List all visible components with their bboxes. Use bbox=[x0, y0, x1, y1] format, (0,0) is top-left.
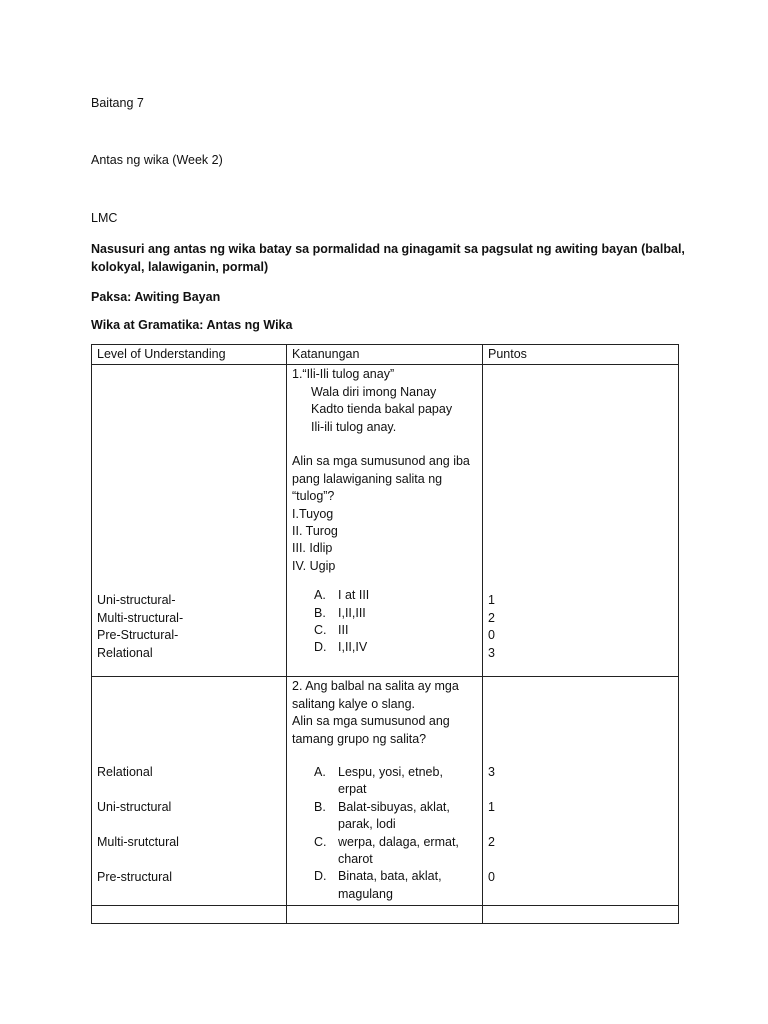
q1-levels-cell bbox=[92, 365, 287, 677]
assessment-table bbox=[91, 344, 679, 924]
q1-option-c: C. III bbox=[314, 623, 349, 638]
empty-cell bbox=[483, 906, 679, 924]
wika-line: Wika at Gramatika: Antas ng Wika bbox=[91, 318, 293, 332]
header-level: Level of Understanding bbox=[92, 345, 287, 365]
empty-cell bbox=[287, 906, 483, 924]
q1-title: 1.“Ili-Ili tulog anay” bbox=[292, 367, 395, 382]
grade-level: Baitang 7 bbox=[91, 96, 144, 110]
empty-row bbox=[92, 906, 679, 924]
header-katanungan: Katanungan bbox=[287, 345, 483, 365]
q2-option-d: D. Binata, bata, aklat, magulang bbox=[314, 869, 442, 901]
q2-prompt-line: Alin sa mga sumusunod ang bbox=[292, 714, 450, 729]
lesson-code: LMC bbox=[91, 211, 118, 225]
q2-option-c: C. werpa, dalaga, ermat, charot bbox=[314, 834, 459, 867]
q1-option-d: D. I,II,IV bbox=[314, 640, 368, 655]
q1-verse-line: Wala diri imong Nanay bbox=[311, 384, 437, 399]
q2-level: Multi-srutctural bbox=[97, 835, 179, 850]
q2-points-cell bbox=[483, 677, 679, 906]
q1-prompt-line: “tulog”? bbox=[292, 489, 335, 504]
q1-verse-line: Ili-ili tulog anay. bbox=[311, 419, 397, 434]
q2-question-cell bbox=[287, 677, 483, 906]
q1-option-b: B. I,II,III bbox=[314, 605, 366, 620]
q1-level: Multi-structural- bbox=[97, 610, 184, 625]
q1-item: II. Turog bbox=[292, 524, 338, 539]
q1-prompt-line: pang lalawiganing salita ng bbox=[292, 471, 443, 486]
lesson-topic: Antas ng wika (Week 2) bbox=[91, 153, 223, 167]
q2-level: Relational bbox=[97, 765, 153, 780]
q1-level: Uni-structural- bbox=[97, 593, 176, 608]
q2-point: 2 bbox=[488, 835, 495, 850]
q1-question-cell bbox=[287, 365, 483, 677]
q1-point: 2 bbox=[488, 610, 495, 625]
q2-point: 3 bbox=[488, 765, 495, 780]
q1-point: 0 bbox=[488, 628, 495, 643]
question-2-row bbox=[92, 677, 679, 906]
learning-objective: Nasusuri ang antas ng wika batay sa pormalidad na ginagamit sa pagsulat ng awiting bayan (balbal, kolokyal, lalawiganin, pormal) bbox=[91, 242, 685, 274]
q2-point: 1 bbox=[488, 800, 495, 815]
q1-item: III. Idlip bbox=[292, 541, 333, 556]
q1-points-cell bbox=[483, 365, 679, 677]
empty-cell bbox=[92, 906, 287, 924]
q1-point: 1 bbox=[488, 593, 495, 608]
q2-prompt-line: salitang kalye o slang. bbox=[292, 696, 415, 711]
q1-prompt-line: Alin sa mga sumusunod ang iba bbox=[292, 454, 470, 469]
q1-point: 3 bbox=[488, 645, 495, 660]
q1-level: Relational bbox=[97, 645, 153, 660]
paksa-line: Paksa: Awiting Bayan bbox=[91, 290, 221, 304]
q2-prompt-line: 2. Ang balbal na salita ay mga bbox=[292, 679, 459, 694]
q1-option-a: A. I at III bbox=[314, 588, 370, 603]
q2-prompt-line: tamang grupo ng salita? bbox=[292, 731, 427, 746]
question-1-row bbox=[92, 365, 679, 677]
q2-level: Uni-structural bbox=[97, 800, 172, 815]
q2-option-b: B. Balat-sibuyas, aklat, parak, lodi bbox=[314, 799, 450, 832]
q1-verse-line: Kadto tienda bakal papay bbox=[311, 402, 453, 417]
q2-level: Pre-structural bbox=[97, 870, 173, 885]
header-puntos: Puntos bbox=[483, 345, 679, 365]
q2-point: 0 bbox=[488, 870, 495, 885]
q1-level: Pre-Structural- bbox=[97, 628, 179, 643]
q1-item: IV. Ugip bbox=[292, 558, 336, 573]
q2-option-a: A. Lespu, yosi, etneb, erpat bbox=[314, 765, 443, 797]
q1-item: I.Tuyog bbox=[292, 506, 334, 521]
q2-levels-cell bbox=[92, 677, 287, 906]
table-header-row bbox=[92, 345, 679, 365]
